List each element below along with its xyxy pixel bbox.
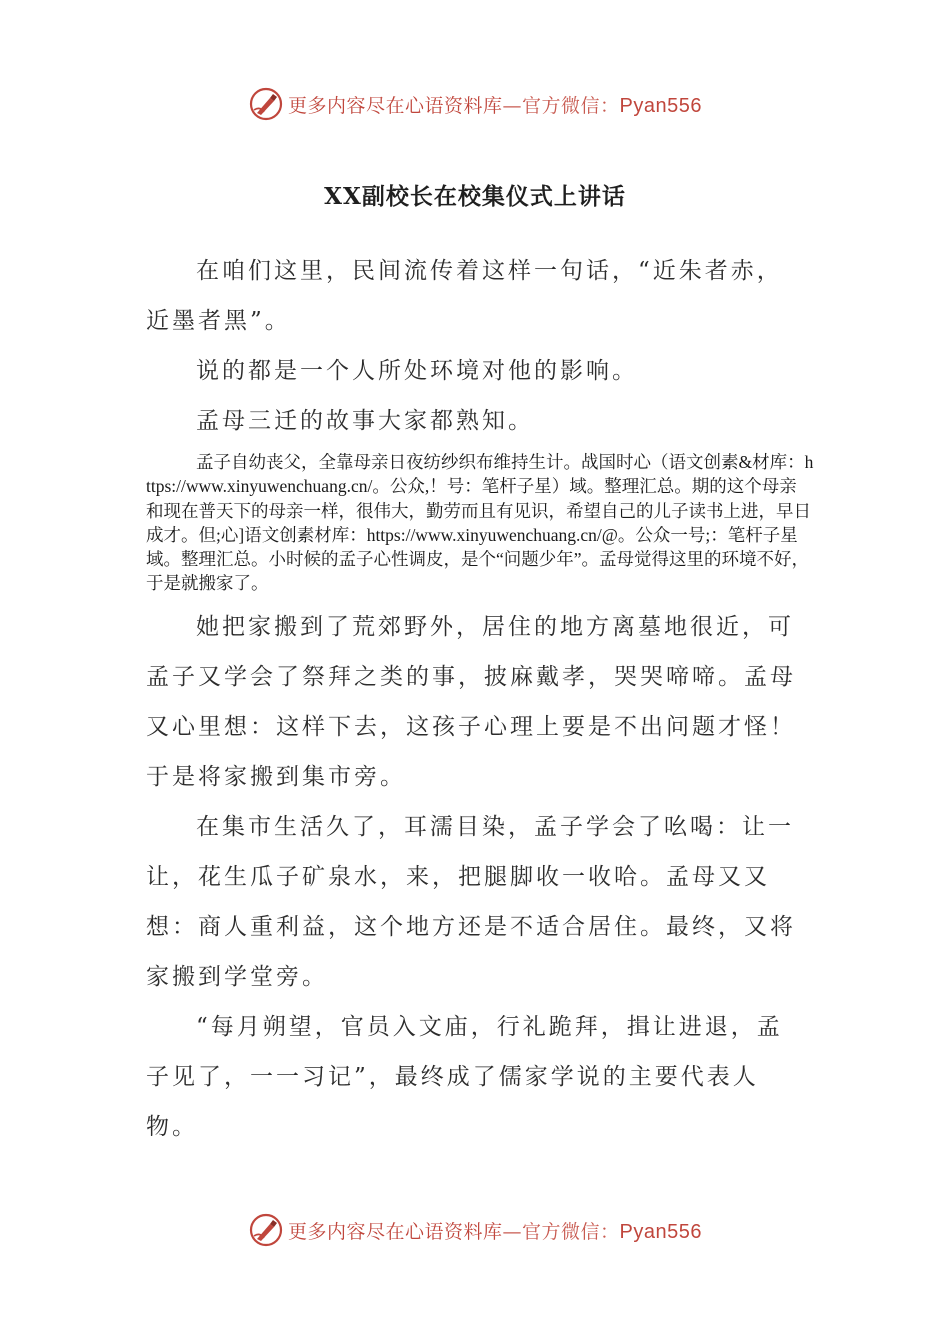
- pen-logo-icon: [248, 86, 284, 122]
- paragraph-3: 孟母三迁的故事大家都熟知。: [196, 408, 534, 434]
- banner-text: [288, 1217, 702, 1244]
- footer-banner: [0, 1208, 950, 1252]
- paragraph-6: 在集市生活久了，耳濡目染，孟子学会了吆喝：让一让，花生瓜子矿泉水，来，把腿脚收一收哈。孟母又又想：商人重利益，这个地方还是不适合居住。最终，又将家搬到学堂旁。: [146, 813, 796, 990]
- paragraph-2: 说的都是一个人所处环境对他的影响。: [196, 358, 638, 384]
- header-banner: [0, 82, 950, 126]
- paragraph-1: 在咱们这里，民间流传着这样一句话，“近朱者赤，近墨者黑”。: [146, 258, 783, 334]
- banner-wechat-label: —官方微信：: [502, 94, 620, 117]
- banner-wechat-id: Pyan556: [619, 1220, 702, 1243]
- banner-wechat-label: —官方微信：: [502, 1220, 620, 1243]
- pen-logo-icon: [248, 1212, 284, 1248]
- paragraph-7: “每月朔望，官员入文庙，行礼跪拜，揖让进退，孟子见了，一一习记”，最终成了儒家学说的主要代表人物。: [146, 1013, 783, 1140]
- banner-text: [288, 91, 702, 118]
- page-title: XX副校长在校集仪式上讲话: [324, 183, 626, 210]
- paragraph-5: 她把家搬到了荒郊野外，居住的地方离墓地很近，可孟子又学会了祭拜之类的事，披麻戴孝，哭哭啼啼。孟母又心里想：这样下去，这孩子心理上要是不出问题才怪！于是将家搬到集市旁。: [146, 613, 796, 790]
- document-body: [146, 246, 814, 1152]
- paragraph-4: 孟子自幼丧父，全靠母亲日夜纺纱织布维持生计。战国时心（语文创素&材库：https://www.xinyuwenchuang.cn/。公众,！号：笔杆子星）域。整理汇总。期的这个母亲和现在普天下的母亲一样，很伟大，勤劳而且有见识，希望自己的儿子读书上进，早日成才。但;心]语文创素材库：https://www.xinyuwenchuang.cn/@。公众一号;：笔杆子星域。整理汇总。小时候的孟子心性调皮，是个“问题少年”。孟母觉得这里的环境不好，于是就搬家了。: [146, 452, 814, 594]
- banner-main-text: 更多内容尽在心语资料库: [288, 94, 503, 117]
- banner-wechat-id: Pyan556: [619, 94, 702, 117]
- banner-main-text: 更多内容尽在心语资料库: [288, 1220, 503, 1243]
